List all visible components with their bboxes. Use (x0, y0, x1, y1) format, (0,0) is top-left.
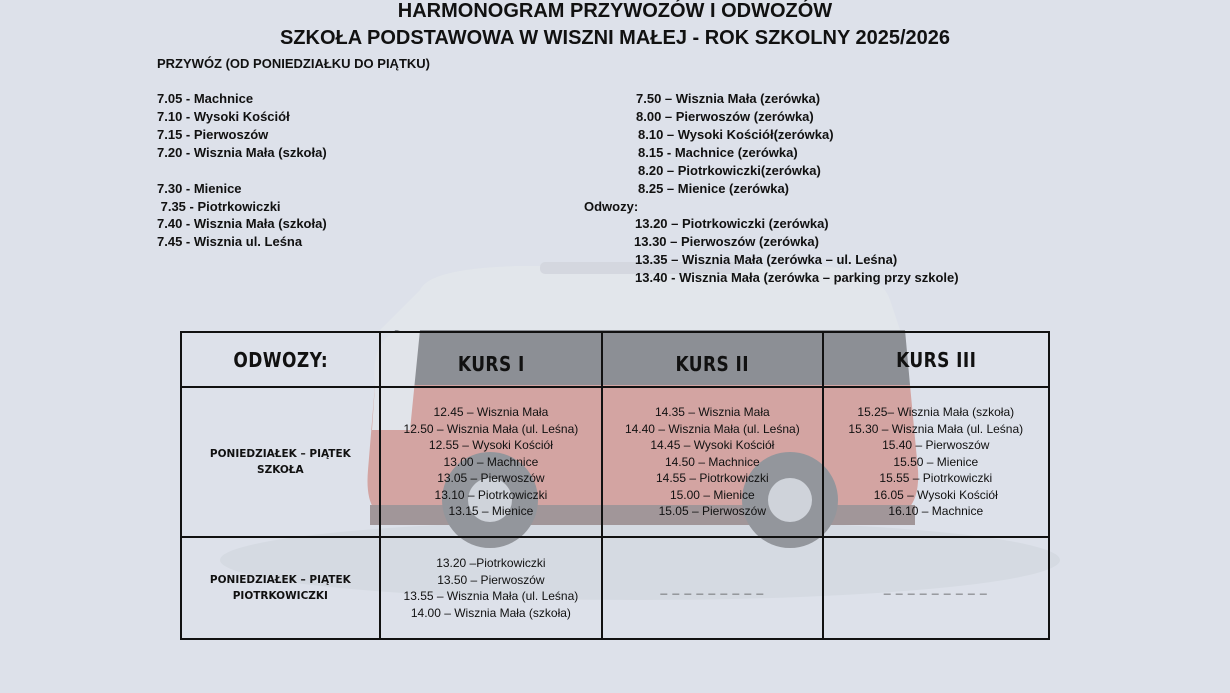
odwozy-item: 13.40 - Wisznia Mała (zerówka – parking przy szkole) (635, 270, 959, 285)
odwozy-item: 13.35 – Wisznia Mała (zerówka – ul. Leśna) (635, 252, 898, 267)
odwozy-table (180, 331, 1050, 640)
przywoz-right-item: 8.00 – Pierwoszów (zerówka) (636, 109, 814, 124)
przywoz-right-item: 8.15 - Machnice (zerówka) (638, 145, 798, 160)
przywoz-right-item: 8.20 – Piotrkowiczki(zerówka) (638, 163, 821, 178)
table-cell: 15.25– Wisznia Mała (szkoła) 15.30 – Wisznia Mała (ul. Leśna) 15.40 – Pierwoszów 15.50 – Mienice 15.55 – Piotrkowiczki 16.05 – Wysoki Kościół 16.10 – Machnice (823, 387, 1049, 537)
przywoz-left-item: 7.20 - Wisznia Mała (szkoła) (157, 145, 327, 160)
przywoz-left-item: 7.05 - Machnice (157, 91, 254, 106)
page-title-line-1: HARMONOGRAM PRZYWOZÓW I ODWOZÓW (397, 0, 833, 22)
table-header-kurs-2: KURS II (602, 332, 822, 387)
odwozy-label: Odwozy: (584, 199, 639, 214)
przywoz-left-item: 7.35 - Piotrkowiczki (157, 199, 281, 214)
odwozy-item: 13.30 – Pierwoszów (zerówka) (634, 234, 819, 249)
przywoz-right-item: 8.25 – Mienice (zerówka) (638, 181, 790, 196)
table-header-odwozy: ODWOZY: (181, 332, 380, 387)
przywoz-right-item: 7.50 – Wisznia Mała (zerówka) (636, 91, 821, 106)
table-cell: 13.20 –Piotrkowiczki 13.50 – Pierwoszów 13.55 – Wisznia Mała (ul. Leśna) 14.00 – Wisznia Mała (szkoła) (380, 537, 602, 639)
row-label-szkola: PONIEDZIAŁEK – PIĄTEK SZKOŁA (181, 387, 380, 537)
page-title-line-2: SZKOŁA PODSTAWOWA W WISZNI MAŁEJ - ROK SZKOLNY 2025/2026 (279, 27, 951, 49)
table-cell: 14.35 – Wisznia Mała 14.40 – Wisznia Mała (ul. Leśna) 14.45 – Wysoki Kościół 14.50 – Machnice 14.55 – Piotrkowiczki 15.00 – Mienice 15.05 – Pierwoszów (602, 387, 822, 537)
przywoz-left-item: 7.30 - Mienice (157, 181, 242, 196)
przywoz-left-item: 7.15 - Pierwoszów (157, 127, 269, 142)
przywoz-left-item: 7.40 - Wisznia Mała (szkoła) (157, 216, 327, 231)
table-cell: 12.45 – Wisznia Mała 12.50 – Wisznia Mała (ul. Leśna) 12.55 – Wysoki Kościół 13.00 – Machnice 13.05 – Pierwoszów 13.10 – Piotrkowiczki 13.15 – Mienice (380, 387, 602, 537)
table-header-kurs-1: KURS I (380, 332, 602, 387)
przywoz-left-item: 7.45 - Wisznia ul. Leśna (157, 234, 303, 249)
table-cell-empty: _ _ _ _ _ _ _ _ _ (823, 537, 1049, 639)
table-cell-empty: _ _ _ _ _ _ _ _ _ (602, 537, 822, 639)
przywoz-left-item: 7.10 - Wysoki Kościół (157, 109, 290, 124)
przywoz-heading: PRZYWÓZ (OD PONIEDZIAŁKU DO PIĄTKU) (157, 56, 430, 71)
przywoz-right-item: 8.10 – Wysoki Kościół(zerówka) (638, 127, 834, 142)
table-header-kurs-3: KURS III (823, 332, 1049, 387)
row-label-piotrkowiczki: PONIEDZIAŁEK – PIĄTEK PIOTRKOWICZKI (181, 537, 380, 639)
odwozy-item: 13.20 – Piotrkowiczki (zerówka) (635, 216, 829, 231)
